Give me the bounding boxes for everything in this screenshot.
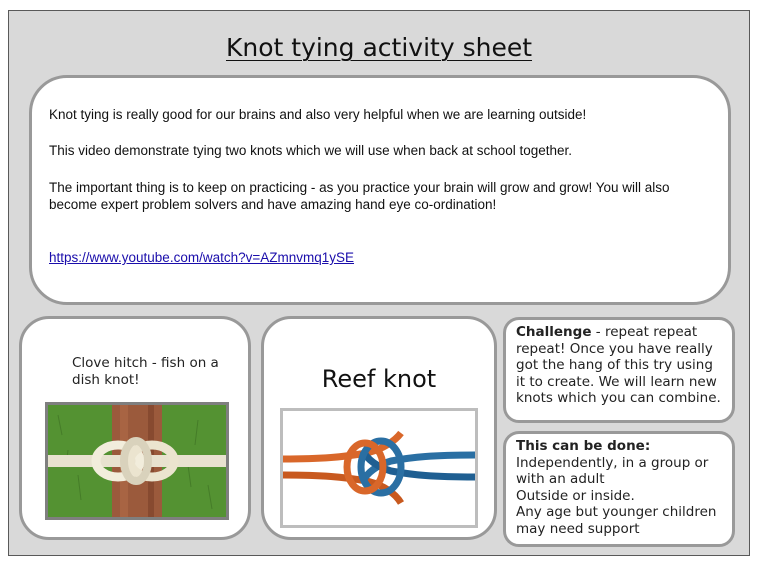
how-to-heading: This can be done: — [516, 438, 651, 454]
activity-sheet — [8, 10, 750, 556]
challenge-text: - repeat repeat repeat! Once you have really got the hang of this try using it to create. We will learn new knots which you can combine. — [516, 324, 721, 406]
challenge-box — [503, 317, 735, 423]
how-to-line: Any age but younger children may need support — [516, 504, 717, 537]
intro-box — [29, 75, 731, 305]
intro-text-2: This video demonstrate tying two knots which we will use when back at school together. — [49, 143, 573, 158]
video-link[interactable]: https://www.youtube.com/watch?v=AZmnvmq1ySE — [49, 250, 355, 265]
how-to-line: Independently, in a group or with an adult — [516, 454, 709, 487]
clove-hitch-image — [48, 405, 226, 517]
challenge-heading: Challenge — [516, 324, 592, 340]
page-title: Knot tying activity sheet — [225, 33, 533, 62]
intro-text-1: Knot tying is really good for our brains and also very helpful when we are learning outside! — [49, 107, 587, 122]
how-to-line: Outside or inside. — [516, 487, 635, 504]
intro-text-3: The important thing is to keep on practicing - as you practice your brain will grow and grow! You will also become expert problem solvers and have amazing hand eye co-ordination! — [49, 180, 670, 212]
reef-knot-image — [283, 411, 475, 525]
reef-knot-photo — [280, 408, 478, 528]
clove-hitch-box — [19, 316, 251, 540]
clove-hitch-photo — [45, 402, 229, 520]
reef-knot-box — [261, 316, 497, 540]
how-to-box — [503, 431, 735, 547]
clove-hitch-caption: Clove hitch - fish on a dish knot! — [72, 355, 219, 388]
reef-knot-caption: Reef knot — [321, 365, 437, 393]
